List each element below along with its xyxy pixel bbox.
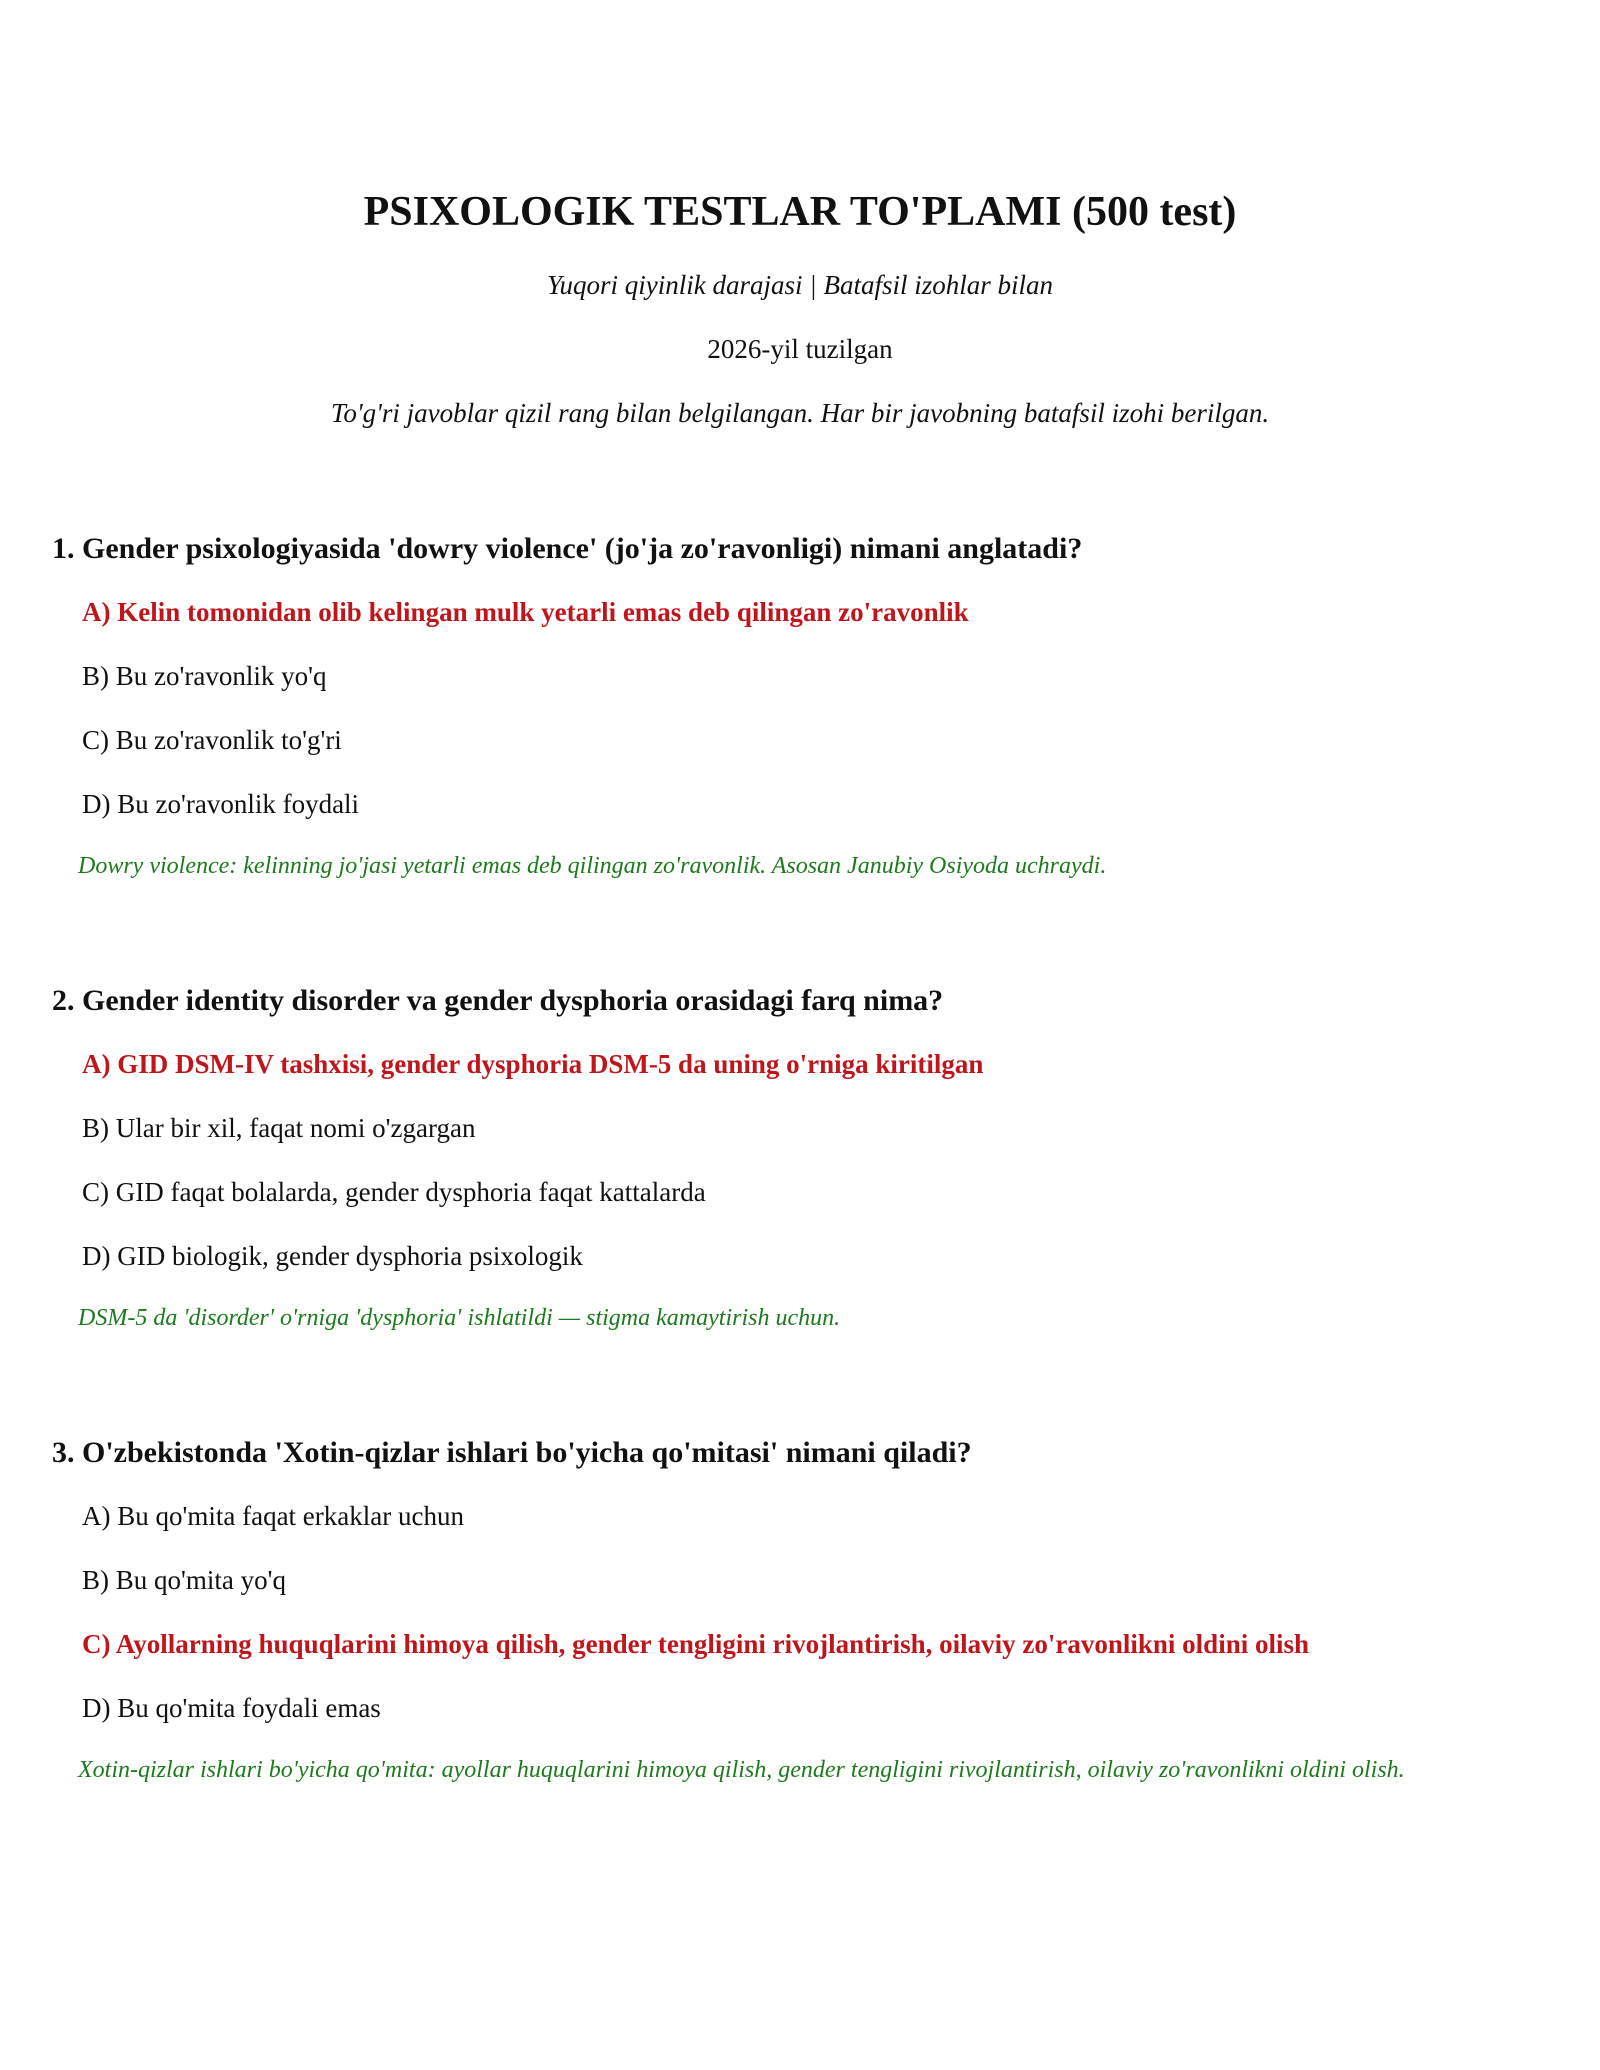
question-text: 1. Gender psixologiyasida 'dowry violence' (jo'ja zo'ravonligi) nimani anglatadi? — [52, 532, 1083, 565]
document-title: PSIXOLOGIK TESTLAR TO'PLAMI (500 test) — [363, 189, 1237, 235]
option-b: B) Bu qo'mita yo'q — [82, 1565, 286, 1595]
option-c: C) GID faqat bolalarda, gender dysphoria faqat kattalarda — [82, 1177, 706, 1207]
answer-explanation: DSM-5 da 'disorder' o'rniga 'dysphoria' ishlatildi — stigma kamaytirish uchun. — [78, 1305, 841, 1331]
question-1 — [52, 531, 1552, 881]
option-a: A) GID DSM-IV tashxisi, gender dysphoria DSM-5 da uning o'rniga kiritilgan — [82, 1049, 984, 1079]
answer-explanation: Dowry violence: kelinning jo'jasi yetarli emas deb qilingan zo'ravonlik. Asosan Janubiy Osiyoda uchraydi. — [78, 853, 1107, 879]
question-2 — [52, 983, 1552, 1333]
option-d: D) Bu qo'mita foydali emas — [82, 1693, 381, 1723]
option-a: A) Kelin tomonidan olib kelingan mulk yetarli emas deb qilingan zo'ravonlik — [82, 597, 969, 627]
option-b: B) Bu zo'ravonlik yo'q — [82, 661, 327, 691]
option-c: C) Ayollarning huquqlarini himoya qilish, gender tengligini rivojlantirish, oilaviy zo'ravonlikni oldini olish — [82, 1629, 1309, 1659]
question-text: 2. Gender identity disorder va gender dysphoria orasidagi farq nima? — [52, 984, 944, 1017]
option-b: B) Ular bir xil, faqat nomi o'zgargan — [82, 1113, 476, 1143]
option-d: D) GID biologik, gender dysphoria psixologik — [82, 1241, 583, 1271]
option-d: D) Bu zo'ravonlik foydali — [82, 789, 360, 819]
option-a: A) Bu qo'mita faqat erkaklar uchun — [82, 1501, 464, 1531]
answer-explanation: Xotin-qizlar ishlari bo'yicha qo'mita: ayollar huquqlarini himoya qilish, gender tengligini rivojlantirish, oilaviy zo'ravonlikni oldini olish. — [78, 1757, 1405, 1783]
document-note: To'g'ri javoblar qizil rang bilan belgilangan. Har bir javobning batafsil izohi berilgan. — [330, 398, 1270, 428]
document-subtitle: Yuqori qiyinlik darajasi | Batafsil izohlar bilan — [547, 270, 1053, 300]
question-text: 3. O'zbekistonda 'Xotin-qizlar ishlari bo'yicha qo'mitasi' nimani qiladi? — [52, 1436, 972, 1469]
document-year: 2026-yil tuzilgan — [707, 334, 893, 364]
question-3 — [52, 1435, 1552, 1785]
option-c: C) Bu zo'ravonlik to'g'ri — [82, 725, 342, 755]
